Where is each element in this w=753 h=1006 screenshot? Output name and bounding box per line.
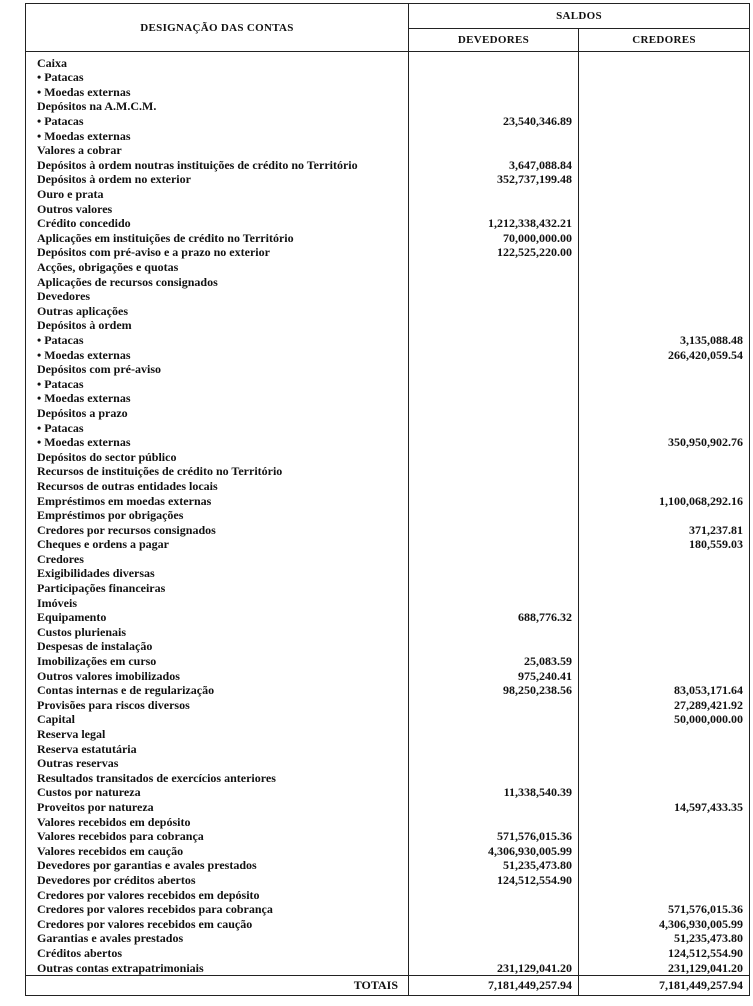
- credores-value: [579, 362, 750, 377]
- header-designacao: DESIGNAÇÃO DAS CONTAS: [26, 4, 409, 52]
- account-name: • Moedas externas: [26, 347, 409, 362]
- account-name: Garantias e avales prestados: [26, 931, 409, 946]
- table-row: [26, 158, 750, 173]
- account-name: Participações financeiras: [26, 581, 409, 596]
- devedores-value: [409, 625, 579, 640]
- table-row: [26, 683, 750, 698]
- credores-value: [579, 873, 750, 888]
- account-name: Depósitos na A.M.C.M.: [26, 99, 409, 114]
- credores-value: [579, 727, 750, 742]
- credores-value: [579, 814, 750, 829]
- table-row: [26, 216, 750, 231]
- credores-value: [579, 508, 750, 523]
- devedores-value: [409, 916, 579, 931]
- table-row: [26, 406, 750, 421]
- credores-value: [579, 114, 750, 129]
- credores-value: [579, 318, 750, 333]
- devedores-value: [409, 508, 579, 523]
- devedores-value: [409, 493, 579, 508]
- table-row: [26, 668, 750, 683]
- table-row: [26, 654, 750, 669]
- account-name: Crédito concedido: [26, 216, 409, 231]
- credores-value: [579, 858, 750, 873]
- table-row: [26, 873, 750, 888]
- devedores-value: [409, 464, 579, 479]
- account-name: Outros valores: [26, 201, 409, 216]
- table-row: [26, 756, 750, 771]
- account-name: Capital: [26, 712, 409, 727]
- devedores-value: [409, 741, 579, 756]
- devedores-value: [409, 522, 579, 537]
- credores-value: 14,597,433.35: [579, 800, 750, 815]
- devedores-value: 11,338,540.39: [409, 785, 579, 800]
- devedores-value: [409, 391, 579, 406]
- balance-table: [25, 3, 750, 996]
- account-name: Depósitos à ordem: [26, 318, 409, 333]
- table-row: [26, 508, 750, 523]
- credores-value: 4,306,930,005.99: [579, 916, 750, 931]
- credores-value: [579, 829, 750, 844]
- devedores-value: [409, 639, 579, 654]
- devedores-value: [409, 362, 579, 377]
- account-name: Ouro e prata: [26, 187, 409, 202]
- devedores-value: [409, 566, 579, 581]
- account-name: • Patacas: [26, 70, 409, 85]
- credores-value: [579, 566, 750, 581]
- devedores-value: 1,212,338,432.21: [409, 216, 579, 231]
- table-row: [26, 347, 750, 362]
- totals-row: [26, 975, 750, 995]
- account-name: Devedores por garantias e avales prestados: [26, 858, 409, 873]
- table-row: [26, 99, 750, 114]
- credores-value: [579, 420, 750, 435]
- credores-value: [579, 376, 750, 391]
- table-body: [26, 52, 750, 976]
- devedores-value: 688,776.32: [409, 610, 579, 625]
- table-row: [26, 712, 750, 727]
- credores-value: 83,053,171.64: [579, 683, 750, 698]
- totals-credores: 7,181,449,257.94: [579, 975, 750, 995]
- account-name: Custos por natureza: [26, 785, 409, 800]
- table-row: [26, 260, 750, 275]
- credores-value: [579, 843, 750, 858]
- credores-value: [579, 581, 750, 596]
- table-row: [26, 274, 750, 289]
- devedores-value: [409, 420, 579, 435]
- table-row: [26, 537, 750, 552]
- devedores-value: [409, 552, 579, 567]
- table-row: [26, 52, 750, 71]
- devedores-value: 23,540,346.89: [409, 114, 579, 129]
- table-row: [26, 887, 750, 902]
- devedores-value: [409, 274, 579, 289]
- credores-value: [579, 70, 750, 85]
- account-name: Créditos abertos: [26, 946, 409, 961]
- account-name: Despesas de instalação: [26, 639, 409, 654]
- account-name: • Patacas: [26, 333, 409, 348]
- table-row: [26, 785, 750, 800]
- table-row: [26, 610, 750, 625]
- account-name: • Moedas externas: [26, 391, 409, 406]
- table-row: [26, 566, 750, 581]
- devedores-value: 3,647,088.84: [409, 158, 579, 173]
- credores-value: 371,237.81: [579, 522, 750, 537]
- credores-value: [579, 245, 750, 260]
- credores-value: [579, 128, 750, 143]
- account-name: Recursos de instituições de crédito no Território: [26, 464, 409, 479]
- account-name: Exigibilidades diversas: [26, 566, 409, 581]
- credores-value: [579, 143, 750, 158]
- credores-value: [579, 771, 750, 786]
- devedores-value: [409, 52, 579, 71]
- account-name: Outras aplicações: [26, 304, 409, 319]
- account-name: Depósitos a prazo: [26, 406, 409, 421]
- account-name: Depósitos com pré-aviso e a prazo no exterior: [26, 245, 409, 260]
- devedores-value: 124,512,554.90: [409, 873, 579, 888]
- credores-value: [579, 231, 750, 246]
- devedores-value: [409, 449, 579, 464]
- devedores-value: [409, 289, 579, 304]
- table-row: [26, 128, 750, 143]
- table-row: [26, 231, 750, 246]
- account-name: Aplicações em instituições de crédito no Território: [26, 231, 409, 246]
- totals-devedores: 7,181,449,257.94: [409, 975, 579, 995]
- credores-value: 180,559.03: [579, 537, 750, 552]
- credores-value: [579, 216, 750, 231]
- credores-value: [579, 289, 750, 304]
- devedores-value: 98,250,238.56: [409, 683, 579, 698]
- devedores-value: [409, 187, 579, 202]
- table-row: [26, 187, 750, 202]
- credores-value: [579, 449, 750, 464]
- account-name: Credores por valores recebidos em caução: [26, 916, 409, 931]
- account-name: Valores recebidos em depósito: [26, 814, 409, 829]
- credores-value: [579, 756, 750, 771]
- account-name: Acções, obrigações e quotas: [26, 260, 409, 275]
- credores-value: [579, 625, 750, 640]
- devedores-value: [409, 128, 579, 143]
- table-row: [26, 449, 750, 464]
- table-row: [26, 771, 750, 786]
- table-row: [26, 245, 750, 260]
- credores-value: [579, 304, 750, 319]
- devedores-value: [409, 537, 579, 552]
- totals-label: TOTAIS: [26, 975, 409, 995]
- table-row: [26, 741, 750, 756]
- table-row: [26, 931, 750, 946]
- account-name: Recursos de outras entidades locais: [26, 479, 409, 494]
- devedores-value: [409, 99, 579, 114]
- table-row: [26, 814, 750, 829]
- account-name: Aplicações de recursos consignados: [26, 274, 409, 289]
- devedores-value: 51,235,473.80: [409, 858, 579, 873]
- credores-value: [579, 610, 750, 625]
- table-row: [26, 143, 750, 158]
- devedores-value: [409, 143, 579, 158]
- account-name: Empréstimos em moedas externas: [26, 493, 409, 508]
- table-row: [26, 333, 750, 348]
- table-row: [26, 581, 750, 596]
- credores-value: 571,576,015.36: [579, 902, 750, 917]
- devedores-value: [409, 318, 579, 333]
- account-name: Outras contas extrapatrimoniais: [26, 960, 409, 975]
- account-name: Credores: [26, 552, 409, 567]
- credores-value: [579, 639, 750, 654]
- table-row: [26, 800, 750, 815]
- account-name: Credores por recursos consignados: [26, 522, 409, 537]
- account-name: Reserva legal: [26, 727, 409, 742]
- header-devedores: DEVEDORES: [409, 29, 579, 52]
- devedores-value: 571,576,015.36: [409, 829, 579, 844]
- table-row: [26, 479, 750, 494]
- table-row: [26, 960, 750, 975]
- account-name: Reserva estatutária: [26, 741, 409, 756]
- devedores-value: 4,306,930,005.99: [409, 843, 579, 858]
- account-name: Valores recebidos para cobrança: [26, 829, 409, 844]
- account-name: Depósitos à ordem noutras instituições de crédito no Território: [26, 158, 409, 173]
- credores-value: 51,235,473.80: [579, 931, 750, 946]
- header-credores: CREDORES: [579, 29, 750, 52]
- devedores-value: [409, 85, 579, 100]
- credores-value: [579, 464, 750, 479]
- credores-value: 350,950,902.76: [579, 435, 750, 450]
- devedores-value: [409, 946, 579, 961]
- table-row: [26, 318, 750, 333]
- account-name: Contas internas e de regularização: [26, 683, 409, 698]
- credores-value: 50,000,000.00: [579, 712, 750, 727]
- devedores-value: [409, 712, 579, 727]
- table-row: [26, 595, 750, 610]
- credores-value: [579, 668, 750, 683]
- devedores-value: [409, 304, 579, 319]
- account-name: Valores a cobrar: [26, 143, 409, 158]
- devedores-value: [409, 595, 579, 610]
- table-row: [26, 902, 750, 917]
- credores-value: [579, 654, 750, 669]
- table-row: [26, 916, 750, 931]
- credores-value: 266,420,059.54: [579, 347, 750, 362]
- devedores-value: 231,129,041.20: [409, 960, 579, 975]
- devedores-value: [409, 347, 579, 362]
- table-row: [26, 464, 750, 479]
- credores-value: [579, 887, 750, 902]
- account-name: Outras reservas: [26, 756, 409, 771]
- devedores-value: 122,525,220.00: [409, 245, 579, 260]
- table-row: [26, 376, 750, 391]
- table-row: [26, 829, 750, 844]
- credores-value: [579, 391, 750, 406]
- table-row: [26, 522, 750, 537]
- devedores-value: [409, 406, 579, 421]
- account-name: Outros valores imobilizados: [26, 668, 409, 683]
- table-row: [26, 362, 750, 377]
- table-row: [26, 552, 750, 567]
- table-row: [26, 85, 750, 100]
- account-name: Devedores: [26, 289, 409, 304]
- devedores-value: [409, 727, 579, 742]
- table-row: [26, 698, 750, 713]
- devedores-value: 352,737,199.48: [409, 172, 579, 187]
- credores-value: [579, 274, 750, 289]
- credores-value: [579, 158, 750, 173]
- table-row: [26, 858, 750, 873]
- account-name: Depósitos do sector público: [26, 449, 409, 464]
- credores-value: [579, 741, 750, 756]
- devedores-value: [409, 698, 579, 713]
- account-name: Credores por valores recebidos para cobrança: [26, 902, 409, 917]
- credores-value: [579, 172, 750, 187]
- devedores-value: [409, 771, 579, 786]
- devedores-value: [409, 376, 579, 391]
- table-row: [26, 391, 750, 406]
- credores-value: [579, 99, 750, 114]
- devedores-value: 975,240.41: [409, 668, 579, 683]
- credores-value: [579, 479, 750, 494]
- credores-value: [579, 201, 750, 216]
- account-name: Provisões para riscos diversos: [26, 698, 409, 713]
- devedores-value: [409, 887, 579, 902]
- account-name: Custos plurienais: [26, 625, 409, 640]
- account-name: Proveitos por natureza: [26, 800, 409, 815]
- table-row: [26, 304, 750, 319]
- devedores-value: [409, 260, 579, 275]
- account-name: • Patacas: [26, 114, 409, 129]
- devedores-value: [409, 435, 579, 450]
- credores-value: [579, 552, 750, 567]
- account-name: Depósitos à ordem no exterior: [26, 172, 409, 187]
- account-name: Depósitos com pré-aviso: [26, 362, 409, 377]
- devedores-value: [409, 581, 579, 596]
- credores-value: [579, 406, 750, 421]
- table-row: [26, 114, 750, 129]
- devedores-value: [409, 756, 579, 771]
- table-row: [26, 843, 750, 858]
- table-row: [26, 625, 750, 640]
- account-name: Credores por valores recebidos em depósito: [26, 887, 409, 902]
- table-row: [26, 946, 750, 961]
- devedores-value: [409, 70, 579, 85]
- account-name: Imóveis: [26, 595, 409, 610]
- credores-value: [579, 52, 750, 71]
- table-row: [26, 172, 750, 187]
- devedores-value: [409, 479, 579, 494]
- table-row: [26, 201, 750, 216]
- account-name: Imobilizações em curso: [26, 654, 409, 669]
- account-name: Devedores por créditos abertos: [26, 873, 409, 888]
- devedores-value: [409, 800, 579, 815]
- account-name: Valores recebidos em caução: [26, 843, 409, 858]
- devedores-value: [409, 333, 579, 348]
- account-name: • Moedas externas: [26, 85, 409, 100]
- table-row: [26, 289, 750, 304]
- credores-value: [579, 785, 750, 800]
- account-name: • Moedas externas: [26, 435, 409, 450]
- devedores-value: [409, 931, 579, 946]
- account-name: Equipamento: [26, 610, 409, 625]
- header-saldos: SALDOS: [409, 4, 750, 29]
- account-name: • Patacas: [26, 420, 409, 435]
- table-row: [26, 493, 750, 508]
- table-row: [26, 70, 750, 85]
- table-row: [26, 727, 750, 742]
- account-name: • Patacas: [26, 376, 409, 391]
- devedores-value: 70,000,000.00: [409, 231, 579, 246]
- devedores-value: 25,083.59: [409, 654, 579, 669]
- account-name: • Moedas externas: [26, 128, 409, 143]
- table-row: [26, 639, 750, 654]
- credores-value: 124,512,554.90: [579, 946, 750, 961]
- devedores-value: [409, 902, 579, 917]
- devedores-value: [409, 814, 579, 829]
- devedores-value: [409, 201, 579, 216]
- account-name: Empréstimos por obrigações: [26, 508, 409, 523]
- credores-value: 3,135,088.48: [579, 333, 750, 348]
- credores-value: 27,289,421.92: [579, 698, 750, 713]
- table-row: [26, 420, 750, 435]
- credores-value: 1,100,068,292.16: [579, 493, 750, 508]
- credores-value: [579, 260, 750, 275]
- credores-value: [579, 85, 750, 100]
- credores-value: [579, 595, 750, 610]
- table-row: [26, 435, 750, 450]
- credores-value: [579, 187, 750, 202]
- credores-value: 231,129,041.20: [579, 960, 750, 975]
- account-name: Caixa: [26, 52, 409, 71]
- account-name: Cheques e ordens a pagar: [26, 537, 409, 552]
- account-name: Resultados transitados de exercícios anteriores: [26, 771, 409, 786]
